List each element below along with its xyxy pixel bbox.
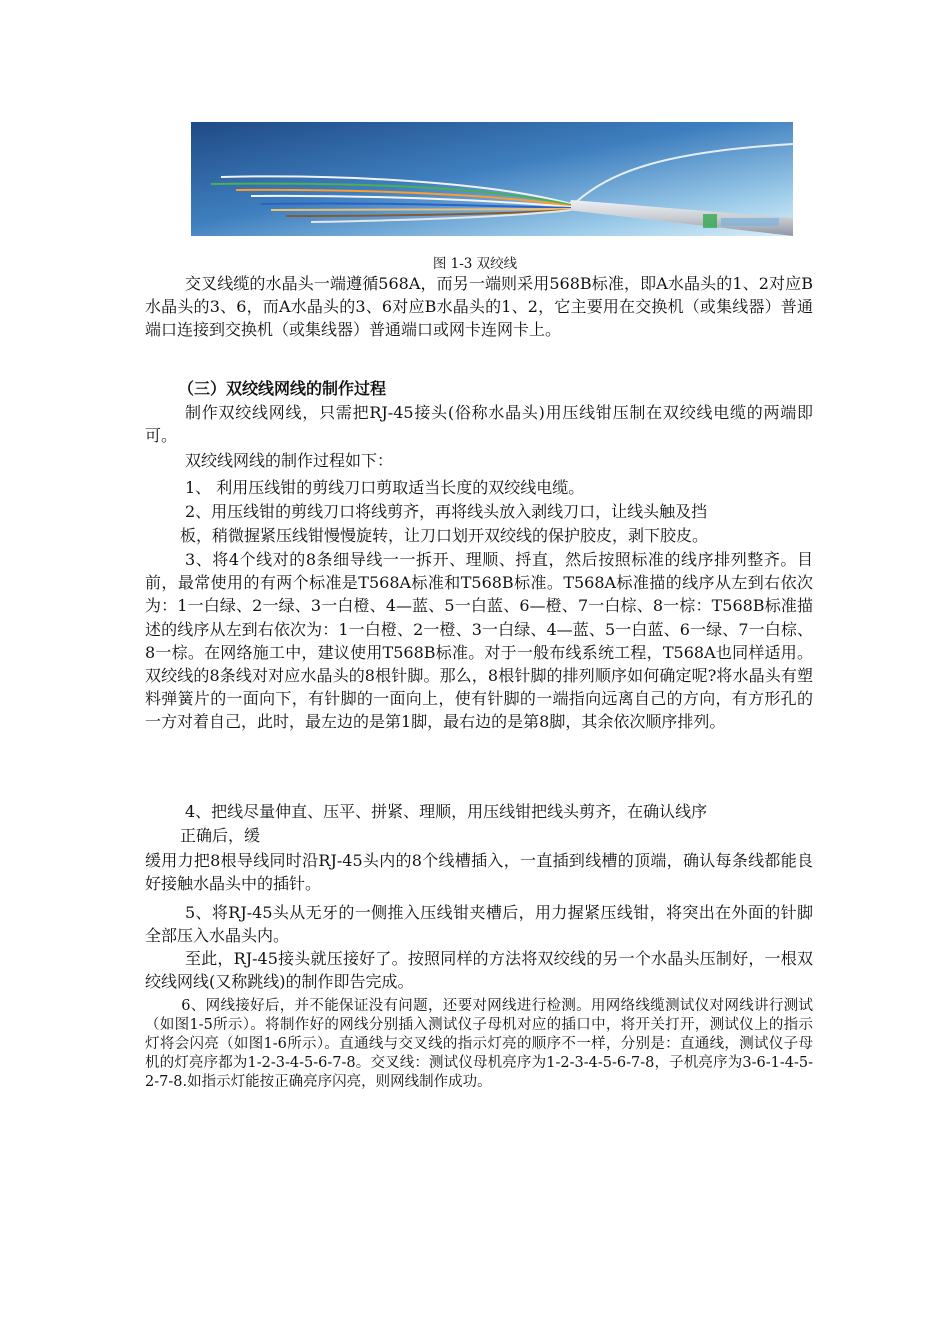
paragraph-completion: 至此，RJ-45接头就压接好了。按照同样的方法将双绞线的另一个水晶头压制好，一根双绞线网线(又称跳线)的制作即告完成。 bbox=[145, 949, 813, 992]
step-5: 5、将RJ-45头从无牙的一侧推入压线钳夹槽后，用力握紧压线钳，将突出在外面的针脚全部压入水晶头内。 bbox=[145, 903, 813, 946]
twisted-pair-cable-photo bbox=[191, 122, 793, 236]
cable-illustration bbox=[191, 122, 793, 236]
figure-caption: 图 1-3 双绞线 bbox=[432, 256, 518, 272]
section-heading: （三）双绞线网线的制作过程 bbox=[178, 379, 387, 398]
step-3: 3、将4个线对的8条细导线一一拆开、理顺、捋直，然后按照标准的线序排列整齐。目前，最常使用的有两个标准是T568A标准和T568B标准。T568A标准描的线序从左到右依次为：1一白绿、2一绿、3一白橙、4—蓝、5一白蓝、6—橙、7一白棕、8一棕：T568B标准描述的线序从左到右依次为：1一白橙、2一橙、3一白绿、4—蓝、5一白蓝、6一绿、7一白棕、8一棕。在网络施工中，建议使用T568B标准。对于一般布线系统工程，T568A也同样适用。双绞线的8条线对对应水晶头的8根针脚。那么，8根针脚的排列顺序如何确定呢?将水晶头有塑料弹簧片的一面向下，有针脚的一面向上，使有针脚的一端指向远离自己的方向，有方形孔的一方对着自己，此时，最左边的是第1脚，最右边的是第8脚，其余依次顺序排列。 bbox=[145, 550, 813, 732]
step-6: 6、网线接好后，并不能保证没有问题，还要对网线进行检测。用网络线缆测试仪对网线讲行测试（如图1-5所示）。将制作好的网线分别插入测试仪子母机对应的插口中，将开关打开，测试仪上的指示灯将会闪亮（如图1-6所示）。直通线与交叉线的指示灯亮的顺序不一样，分别是：直通线，测试仪子母机的灯亮序都为1-2-3-4-5-6-7-8。交叉线：测试仪母机亮序为1-2-3-4-5-6-7-8，子机亮序为3-6-1-4-5-2-7-8.如指示灯能按正确亮序闪亮，则网线制作成功。 bbox=[145, 998, 813, 1090]
paragraph-intro: 制作双绞线网线，只需把RJ-45接头(俗称水晶头)用压线钳压制在双绞线电缆的两端即可。 bbox=[145, 403, 813, 446]
paragraph-process: 双绞线网线的制作过程如下： bbox=[185, 451, 394, 470]
step-4-line-2: 正确后，缓 bbox=[180, 826, 261, 845]
step-2-line-2: 板，稍微握紧压线钳慢慢旋转，让刀口划开双绞线的保护胶皮，剥下胶皮。 bbox=[180, 526, 709, 545]
step-1: 1、 利用压线钳的剪线刀口剪取适当长度的双绞线电缆。 bbox=[185, 478, 585, 497]
paragraph-crossover: 交叉线缆的水晶头一端遵循568A，而另一端则采用568B标准，即A水晶头的1、2对应B水晶头的3、6，而A水晶头的3、6对应B水晶头的1、2，它主要用在交换机（或集线器）普通端口连接到交换机（或集线器）普通端口或网卡连网卡上。 bbox=[145, 274, 813, 340]
step-4-continued: 缓用力把8根导线同时沿RJ-45头内的8个线槽插入，一直插到线槽的顶端，确认每条线都能良好接触水晶头中的插针。 bbox=[145, 851, 813, 894]
step-2-line-1: 2、用压线钳的剪线刀口将线剪齐，再将线头放入剥线刀口，让线头触及挡 bbox=[185, 502, 708, 521]
step-4-line-1: 4、把线尽量伸直、压平、拼紧、理顺，用压线钳把线头剪齐，在确认线序 bbox=[185, 802, 708, 821]
